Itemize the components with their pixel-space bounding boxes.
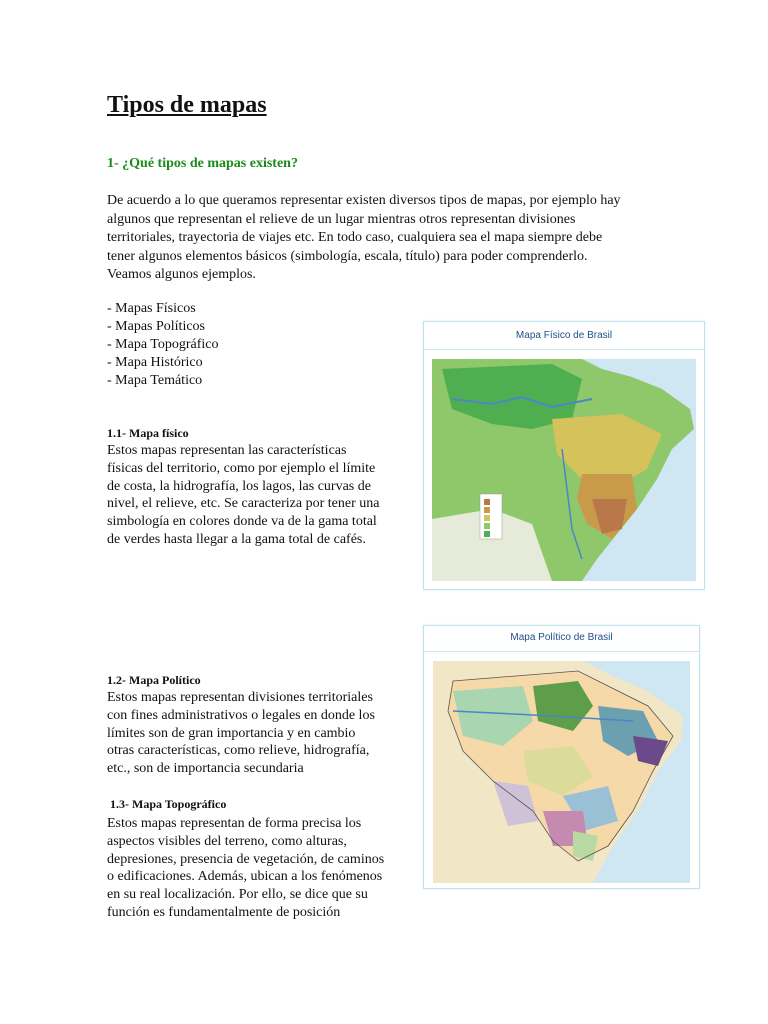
list-item: - Mapa Temático <box>107 373 203 388</box>
intro-line: De acuerdo a lo que queramos representar existen diversos tipos de mapas, por ejemplo hay <box>107 193 621 208</box>
body-line: aspectos visibles del terreno, como alturas, <box>107 833 347 849</box>
political-map-image <box>433 661 690 883</box>
body-line: depresiones, presencia de vegetación, de caminos <box>107 851 385 867</box>
body-line: de costa, la hidrografía, los lagos, las curvas de <box>107 478 371 494</box>
section-body-fisico <box>107 442 407 549</box>
map-types-list <box>107 300 219 390</box>
physical-map-image <box>432 359 696 581</box>
body-line: Estos mapas representan de forma precisa los <box>107 816 362 831</box>
list-item: - Mapas Físicos <box>107 301 196 316</box>
physical-map-title: Mapa Físico de Brasil <box>515 330 613 341</box>
legend-swatch <box>484 531 490 537</box>
body-line: o edificaciones. Además, ubican a los fenómenos <box>107 869 383 885</box>
body-line: otras características, como relieve, hidrografía, <box>107 743 370 759</box>
legend-box <box>480 494 502 539</box>
political-map-title: Mapa Político de Brasil <box>510 632 613 643</box>
body-line: Estos mapas representan las características <box>107 443 347 458</box>
legend-swatch <box>484 507 490 513</box>
section-heading-fisico: 1.1- Mapa físico <box>107 426 189 440</box>
legend-swatch <box>484 515 490 521</box>
list-item: - Mapa Histórico <box>107 355 203 370</box>
body-line: con fines administrativos o legales en donde los <box>107 707 375 723</box>
section-heading-politico: 1.2- Mapa Político <box>107 673 201 687</box>
intro-paragraph <box>107 192 677 285</box>
page-title: Tipos de mapas <box>107 92 267 118</box>
section-heading-topografico: 1.3- Mapa Topográfico <box>110 797 227 811</box>
body-line: en su real localización. Por ello, se dice que su <box>107 887 368 903</box>
body-line: simbología en colores donde va de la gama total <box>107 514 377 530</box>
divider <box>424 349 704 350</box>
divider <box>424 651 699 652</box>
body-line: límites son de gran importancia y en cambio <box>107 725 356 741</box>
legend-swatch <box>484 523 490 529</box>
body-line: función es fundamentalmente de posición <box>107 904 341 920</box>
legend-swatch <box>484 499 490 505</box>
body-line: nivel, el relieve, etc. Se caracteriza por tener una <box>107 496 380 512</box>
body-line: etc., son de importancia secundaria <box>107 761 304 777</box>
body-line: de verdes hasta llegar a la gama total de cafés. <box>107 531 366 547</box>
section-body-topografico <box>107 815 407 922</box>
body-line: físicas del territorio, como por ejemplo el límite <box>107 460 376 476</box>
section-body-politico <box>107 689 407 778</box>
list-item: - Mapas Políticos <box>107 319 205 334</box>
political-map-figure <box>423 625 700 889</box>
body-line: Estos mapas representan divisiones territoriales <box>107 690 373 705</box>
intro-line: Veamos algunos ejemplos. <box>107 267 256 283</box>
intro-line: tener algunos elementos básicos (simbología, escala, título) para poder comprenderlo. <box>107 248 588 264</box>
question-heading: 1- ¿Qué tipos de mapas existen? <box>107 156 298 171</box>
physical-map-figure <box>423 321 705 590</box>
intro-line: territoriales, trayectoria de viajes etc. En todo caso, cualquiera sea el mapa siempre debe <box>107 230 603 246</box>
intro-line: algunos que representan el relieve de un lugar mientras otros representan divisiones <box>107 211 576 227</box>
list-item: - Mapa Topográfico <box>107 337 219 352</box>
